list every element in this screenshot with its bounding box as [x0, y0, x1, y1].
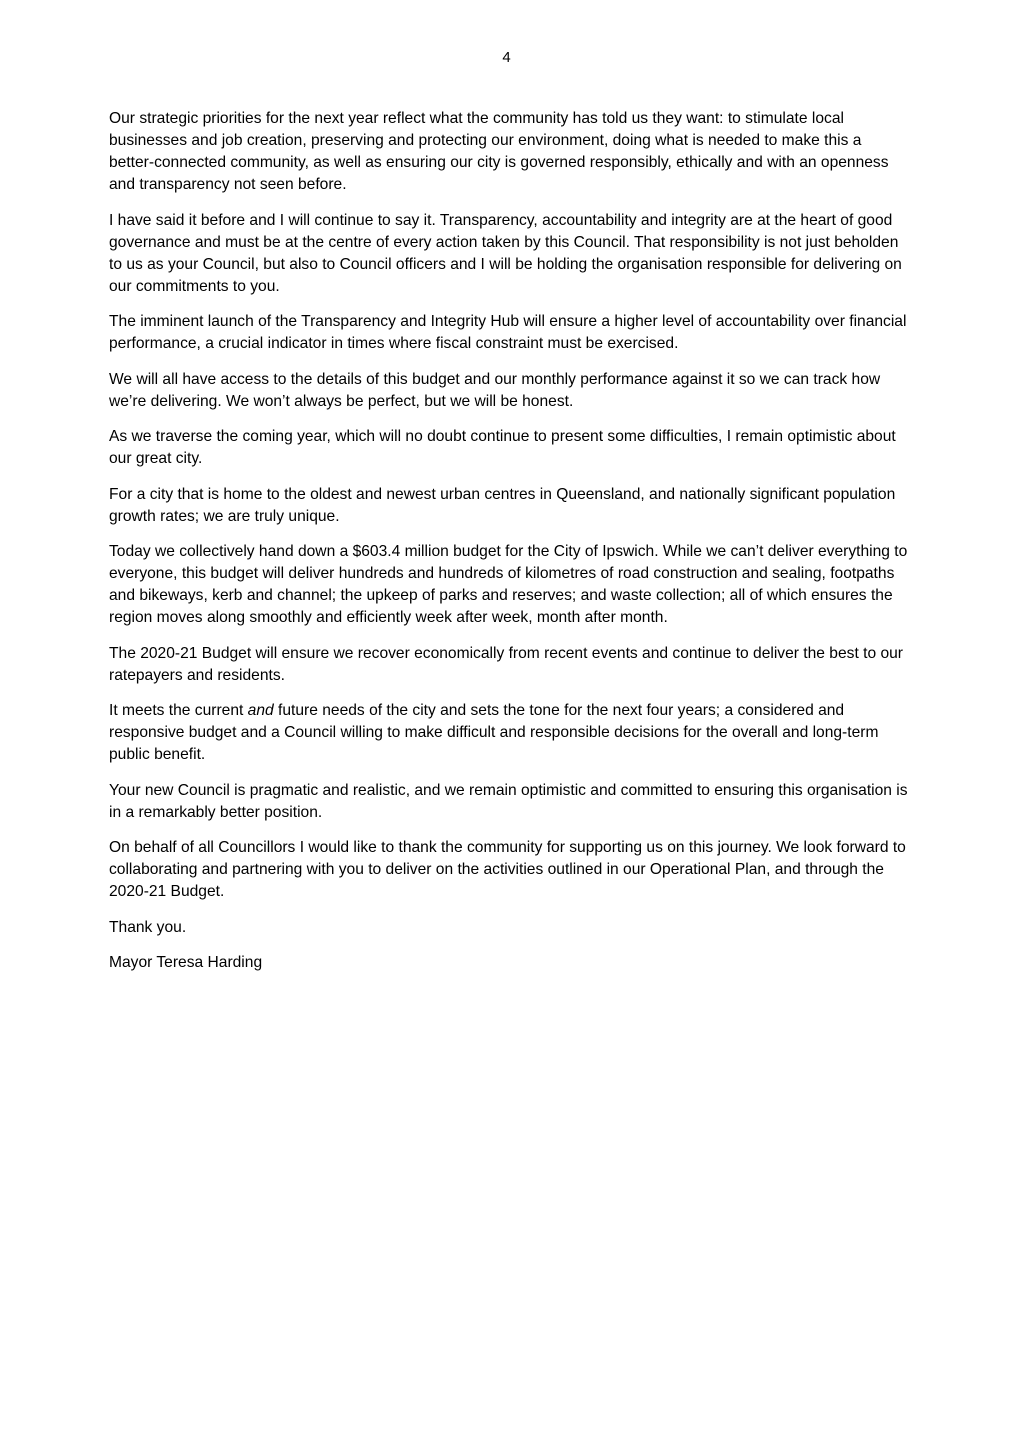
- paragraph-budget-amount: Today we collectively hand down a $603.4 million budget for the City of Ipswich. While we can’t deliver everything to everyone, this budget will deliver hundreds and hundreds of kilometres of road construction and sealing, footpaths and bikeways, kerb and channel; the upkeep of parks and reserves; and waste collection; all of which ensures the region moves along smoothly and efficiently week after week, month after month.: [109, 543, 908, 626]
- paragraph-new-council: Your new Council is pragmatic and realistic, and we remain optimistic and committed to ensuring this organisation is in a remarkably better position.: [109, 781, 908, 821]
- paragraph-coming-year: As we traverse the coming year, which will no doubt continue to present some difficulties, I remain optimistic about our great city.: [109, 428, 896, 467]
- paragraph-thanks-community: On behalf of all Councillors I would like to thank the community for supporting us on this journey. We look forward to collaborating and partnering with you to deliver on the activities outlined in our Operational Plan, and through the 2020-21 Budget.: [109, 839, 906, 900]
- paragraph-city-unique: For a city that is home to the oldest and newest urban centres in Queensland, and nationally significant population growth rates; we are truly unique.: [109, 485, 896, 525]
- paragraph-future-needs: [109, 700, 909, 766]
- paragraph-recovery: The 2020-21 Budget will ensure we recover economically from recent events and continue to deliver the best to our ratepayers and residents.: [109, 644, 903, 684]
- page-number: 4: [502, 49, 511, 66]
- letter-body: [109, 108, 909, 988]
- future-needs-emphasis: and: [247, 702, 274, 719]
- paragraph-strategic-priorities: Our strategic priorities for the next year reflect what the community has told us they want: to stimulate local businesses and job creation, preserving and protecting our environment, doing what is needed to make this a better-connected community, as well as ensuring our city is governed responsibly, ethically and with an openness and transparency not seen before.: [109, 110, 889, 193]
- signature-name: Mayor Teresa Harding: [109, 954, 263, 971]
- future-needs-rest: future needs of the city and sets the tone for the next four years; a considered and responsive budget and a Council willing to make difficult and responsible decisions for the overall and long-term public benefit.: [109, 702, 879, 763]
- paragraph-integrity-hub: The imminent launch of the Transparency and Integrity Hub will ensure a higher level of accountability over financial performance, a crucial indicator in times where fiscal constraint must be exercised.: [109, 313, 907, 352]
- future-needs-lead: It meets the current: [109, 702, 248, 719]
- thank-you-line: Thank you.: [109, 918, 187, 936]
- paragraph-budget-access: We will all have access to the details of this budget and our monthly performance against it so we can track how we’re delivering. We won’t always be perfect, but we will be honest.: [109, 370, 881, 410]
- paragraph-transparency: I have said it before and I will continue to say it. Transparency, accountability and integrity are at the heart of good governance and must be at the centre of every action taken by this Council. That responsibility is not just beholden to us as your Council, but also to Council officers and I will be holding the organisation responsible for delivering on our commitments to you.: [109, 211, 902, 295]
